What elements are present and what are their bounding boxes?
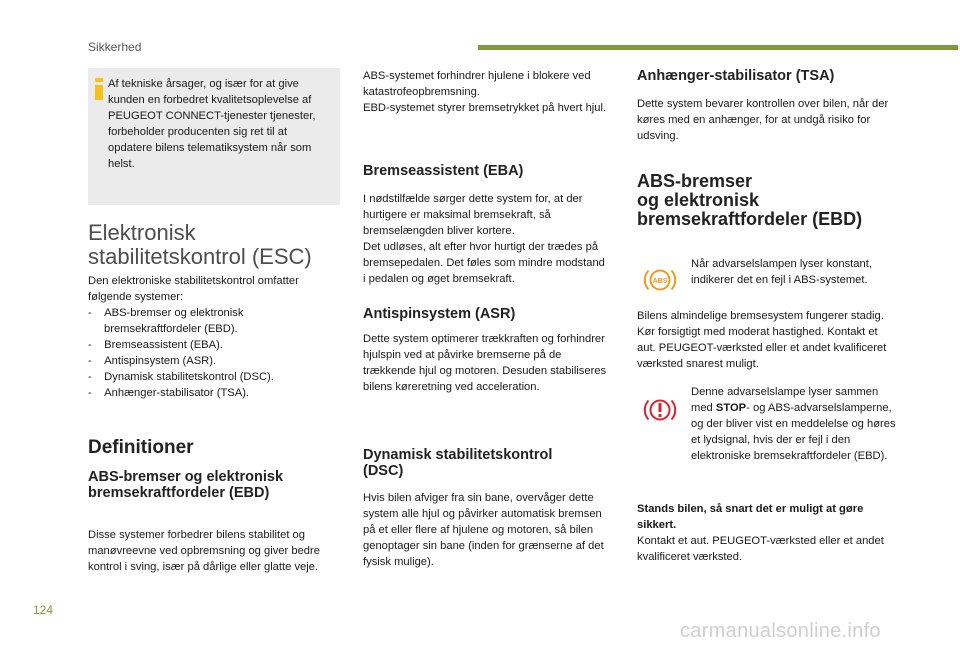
stop-warning-icon [643,396,677,424]
info-icon [93,78,105,100]
esc-section [88,221,343,269]
watermark: carmanualsonline.info [680,620,881,642]
page-number: 124 [33,603,54,617]
abs-section-title-line1: ABS-bremser [637,171,753,191]
stop-car-warning: Stands bilen, så snart det er muligt at gøre sikkert. [637,503,864,531]
ebd-text: EBD-systemet styrer bremsetrykket på hvert hjul. [363,102,607,114]
normal-brakes-text: Bilens almindelige bremsesystem fungerer stadig. Kør forsigtigt med moderat hastighed. Kontakt et aut. PEUGEOT-værksted eller et andet kvalificeret værksted snarest muligt. [637,310,887,370]
dsc-text: Hvis bilen afviger fra sin bane, overvåger dette system alle hjul og påvirker automatisk bremsen på et eller flere af hjulene og motoren, så bilen genoptager sin bane (inden for grænserne af det fysisk mulige). [363,492,604,568]
dsc-title-line2: (DSC) [363,463,404,479]
abs-warning-icon [643,266,677,294]
abs-ebd-title-line1: ABS-bremser og elektronisk [88,469,284,485]
eba-title: Bremseassistent (EBA) [363,163,524,179]
info-text: Af tekniske årsager, og især for at give kunden en forbedret kvalitetsoplevelse af PEUGEOT CONNECT-tjenester tjenester, forbeholder producenten sig ret til at opdatere bilens telematiksystem når som helst. [108,78,316,170]
stop-lamp-text: Denne advarselslampe lyser sammen med STOP- og ABS-advarselslamperne, og der bliver vist en meddelelse og høres et lydsignal, hvis der er fejl i den elektroniske bremsekraftfordeler (EBD). [691,386,896,462]
abs-lamp-text: Når advarselslampen lyser konstant, indikerer det en fejl i ABS-systemet. [691,258,872,286]
eba-text-1: I nødstilfælde sørger dette system for, at der hurtigere er maksimal bremsekraft, så bremselængden bliver kortere. [363,193,583,237]
abs-ebd-title-line2: bremsekraftfordeler (EBD) [88,485,270,501]
esc-list-item: - Bremseassistent (EBA). [88,337,343,353]
section-label: Sikkerhed [88,40,142,54]
asr-text: Dette system optimerer trækkraften og forhindrer hjulspin ved at påvirke bremserne på de trækkende hjul og motoren. Desuden stabiliseres bilens køreretning ved acceleration. [363,333,607,393]
abs-section-title-line3: bremsekraftfordeler (EBD) [637,209,863,229]
eba-text-2: Det udløses, alt efter hvor hurtigt der trædes på bremsepedalen. Det føles som mindre modstand i pedalen og øget bremsekraft. [363,241,605,285]
tsa-text: Dette system bevarer kontrollen over bilen, når der køres med en anhænger, for at undgå risiko for udsving. [637,98,889,142]
abs-section-title-line2: og elektronisk [637,190,760,210]
definitions-title: Definitioner [88,437,194,458]
esc-title-line2: stabilitetskontrol (ESC) [88,244,312,269]
abs-icon-label: ABS [652,278,668,285]
esc-intro: Den elektroniske stabilitetskontrol omfatter følgende systemer: [88,275,299,303]
esc-list-item: - Antispinsystem (ASR). [88,353,343,369]
header-divider [478,45,958,50]
esc-list-item: - Anhænger-stabilisator (TSA). [88,385,343,401]
esc-title-line1: Elektronisk [88,220,196,245]
esc-list [88,305,343,401]
dsc-title-line1: Dynamisk stabilitetskontrol [363,447,553,463]
abs-ebd-text: Disse systemer forbedrer bilens stabilitet og manøvreevne ved opbremsning og giver bedre kontrol i sving, især på dårlige eller glatte veje. [88,529,320,573]
esc-list-item: - Dynamisk stabilitetskontrol (DSC). [88,369,343,385]
tsa-title: Anhænger-stabilisator (TSA) [637,68,835,84]
abs-continued-text: ABS-systemet forhindrer hjulene i blokere ved katastrofeopbremsning. [363,70,591,98]
info-box [88,68,340,205]
asr-title: Antispinsystem (ASR) [363,306,516,322]
esc-list-item: - ABS-bremser og elektronisk bremsekraftfordeler (EBD). [88,305,343,337]
contact-text: Kontakt et aut. PEUGEOT-værksted eller et andet kvalificeret værksted. [637,535,884,563]
